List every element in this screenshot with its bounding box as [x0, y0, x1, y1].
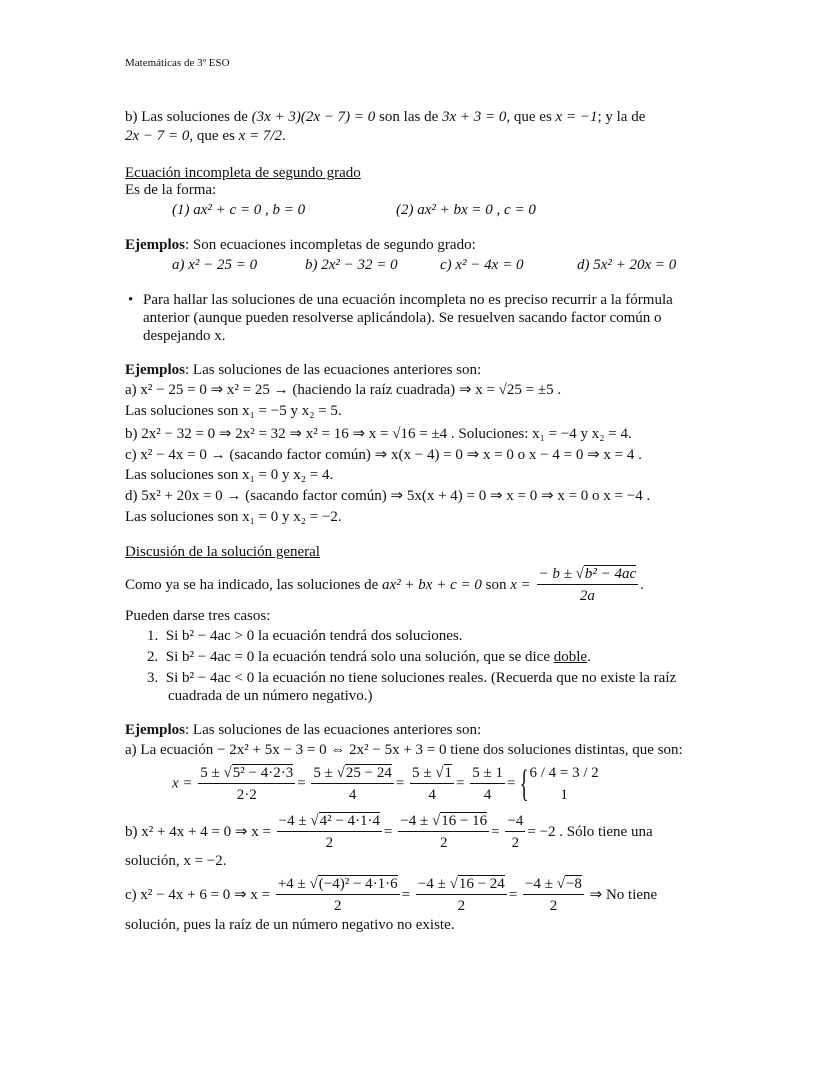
example-a: a) x² − 25 = 0: [172, 257, 258, 273]
fraction: $\frac{5 \pm √25 - 24}{4}$: [313, 764, 392, 803]
text: doble: [553, 649, 588, 665]
solution-line: Las soluciones son x₁ = 0 y x₂ = 4.: [125, 467, 334, 483]
section-title-discussion: Discusión de la solución general: [125, 544, 320, 560]
denominator: 4: [348, 786, 357, 803]
denominator: 2: [457, 898, 466, 914]
equals: =: [456, 775, 465, 792]
fraction: $\frac{\text{+4 ± √(−4)² − 4·1·6}}{2}$: [277, 876, 398, 914]
math: b) x² + 4x + 4 = 0 ⇒ x =: [125, 823, 271, 840]
text: , que es: [189, 128, 239, 144]
text: son: [481, 576, 511, 593]
math: x =: [172, 775, 193, 792]
text: : Son ecuaciones incompletas de segundo grado:: [185, 237, 476, 253]
bullet-line: Para hallar las soluciones de una ecuación incompleta no es preciso recurrir a la fórmula: [143, 292, 673, 308]
equals: =: [297, 775, 306, 792]
text: .: [640, 576, 644, 593]
fraction: $\frac{-4 \pm √-8}{2}$: [525, 876, 582, 914]
text: .: [587, 649, 591, 665]
text: Como ya se ha indicado, las soluciones de: [125, 576, 383, 593]
math: x =: [510, 576, 531, 593]
fraction: $\frac{\text{5 ± √5² − 4·2·3}}{2\cdot 2}$: [200, 764, 294, 803]
radicand: 4² − 4·1·4: [319, 813, 381, 829]
label: Ejemplos: [125, 237, 185, 253]
solutions-heading-2: [125, 721, 481, 739]
math: x = 7/2: [238, 128, 283, 144]
equals: =: [401, 886, 411, 903]
form-1: (1) ax² + c = 0 , b = 0: [172, 202, 306, 218]
solution-line: c) x² − 4x = 0 → (sacando factor común) ⇒ x(x − 4) = 0 ⇒ x = 0 o x − 4 = 0 ⇒ x = 4 .: [125, 447, 642, 463]
denominator: 2: [325, 835, 334, 851]
text: : Las soluciones de las ecuaciones anteriores son:: [185, 722, 482, 738]
quadratic-formula: $\frac{\text{− b ± √b² − 4ac}}{2a}$: [538, 566, 637, 604]
text: b) Las soluciones de: [125, 109, 252, 125]
example-b: b) 2x² − 32 = 0: [305, 257, 398, 273]
denominator: 4: [428, 786, 436, 803]
section-title-incomplete: Ecuación incompleta de segundo grado: [125, 165, 361, 181]
examples-heading: [125, 236, 476, 254]
text: Si b² − 4ac < 0 la ecuación no tiene soluciones reales. (Recuerda que no existe la raíz: [165, 670, 677, 686]
general-formula-line: [125, 565, 644, 606]
equals: =: [395, 775, 405, 792]
numerator: 5 ± 1: [470, 764, 505, 784]
text: Si b² − 4ac > 0 la ecuación tendrá dos soluciones.: [165, 628, 463, 644]
fraction: $\frac{-4 \pm √16 - 16}{2}$: [400, 813, 488, 851]
numerator: 5 ±: [313, 764, 337, 781]
example-c-line-2: solución, pues la raíz de un número negativo no existe.: [125, 917, 455, 933]
math: x = −1: [555, 109, 598, 125]
radicand: 5² − 4·2·3: [232, 764, 294, 781]
text: : Las soluciones de las ecuaciones anteriores son:: [185, 362, 482, 378]
case-3: [147, 669, 676, 687]
solution-line: b) 2x² − 32 = 0 ⇒ 2x² = 32 ⇒ x² = 16 ⇒ x = √16 = ±4 . Soluciones: x₁ = −4 y x₂ = 4.: [125, 426, 632, 442]
case: 1: [560, 787, 568, 803]
page-header: Matemáticas de 3º ESO: [125, 57, 230, 69]
case-1: [147, 627, 463, 645]
solutions-heading: [125, 361, 481, 379]
case-3-cont: cuadrada de un número negativo.): [168, 688, 373, 704]
solution-line: Las soluciones son x₁ = 0 y x₂ = −2.: [125, 509, 342, 525]
example-b-formula: [125, 812, 653, 853]
text: .: [282, 128, 286, 144]
text: ; y la de: [597, 109, 646, 125]
denominator: 2: [511, 835, 520, 851]
example-c: c) x² − 4x = 0: [440, 257, 524, 273]
radicand: 25 − 24: [345, 764, 392, 781]
example-a-line: a) La ecuación − 2x² + 5x − 3 = 0 ⇔ 2x² − 5x + 3 = 0 tiene dos soluciones distintas, que son:: [125, 742, 683, 758]
math: (3x + 3)(2x − 7) = 0: [251, 109, 376, 125]
radicand: b² − 4ac: [584, 566, 637, 582]
denominator: 2: [549, 898, 558, 914]
intro-line-1: [125, 108, 645, 126]
cases-intro: Pueden darse tres casos:: [125, 608, 271, 624]
solution-line: a) x² − 25 = 0 ⇒ x² = 25 → (haciendo la raíz cuadrada) ⇒ x = √25 = ±5 .: [125, 382, 562, 398]
fraction: $\frac{-4 \pm √16 - 24}{2}$: [417, 876, 505, 914]
numerator: +4 ±: [277, 876, 310, 892]
denominator: 2a: [579, 588, 595, 604]
intro-line-2: [125, 127, 286, 145]
cases: [529, 762, 598, 806]
radicand: (−4)² − 4·1·6: [318, 876, 398, 892]
example-c-formula: [125, 875, 657, 916]
denominator: 2: [333, 898, 342, 914]
text: son las de: [375, 109, 442, 125]
bullet-line: despejando x.: [143, 328, 226, 344]
form-label: Es de la forma:: [125, 182, 217, 198]
equals: =: [507, 775, 516, 792]
numerator: −4 ±: [525, 876, 557, 892]
fraction: $\frac{\text{−4 ± √4² − 4·1·4}}{2}$: [278, 813, 381, 851]
number: 1.: [147, 628, 159, 644]
text: = −2 . Sólo tiene una: [527, 823, 653, 840]
form-2: (2) ax² + bx = 0 , c = 0: [396, 202, 536, 218]
solution-line: Las soluciones son x₁ = −5 y x₂ = 5.: [125, 403, 342, 419]
numerator: 5 ±: [200, 764, 224, 781]
case: 6 / 4 = 3 / 2: [529, 765, 599, 781]
bullet-line: anterior (aunque pueden resolverse aplicándola). Se resuelven sacando factor común o: [143, 310, 662, 326]
equals: =: [508, 886, 518, 903]
example-d: d) 5x² + 20x = 0: [577, 257, 677, 273]
radicand: 1: [444, 764, 453, 781]
denominator: 4: [483, 786, 492, 803]
example-a-formula: [172, 762, 599, 806]
numerator: −4 ±: [417, 876, 450, 892]
brace: {: [519, 763, 529, 805]
denominator: 2·2: [236, 786, 257, 803]
radicand: −8: [565, 876, 582, 892]
equals: =: [491, 823, 500, 840]
radicand: 16 − 16: [441, 813, 488, 829]
math: ax² + bx + c = 0: [382, 576, 482, 593]
bullet-icon: •: [128, 292, 134, 308]
math: 2x − 7 = 0: [125, 128, 190, 144]
fraction: [505, 812, 525, 853]
radicand: 16 − 24: [458, 876, 505, 892]
case-2: [147, 648, 591, 666]
numerator: −4 ±: [400, 813, 432, 829]
text: Si b² − 4ac = 0 la ecuación tendrá solo una solución, que se dice: [165, 649, 554, 665]
text: , que es: [506, 109, 556, 125]
number: 2.: [147, 649, 159, 665]
fraction: $\frac{5 \pm √1}{4}$: [412, 764, 453, 803]
math: 3x + 3 = 0: [441, 109, 507, 125]
denominator: 2: [439, 835, 448, 851]
numerator: −4: [505, 812, 525, 832]
numerator: − b ±: [538, 566, 576, 582]
solution-line: d) 5x² + 20x = 0 → (sacando factor común) ⇒ 5x(x + 4) = 0 ⇒ x = 0 ⇒ x = 0 o x = −4 .: [125, 488, 651, 504]
label: Ejemplos: [125, 362, 185, 378]
example-b-line-2: solución, x = −2.: [125, 853, 227, 869]
numerator: −4 ±: [278, 813, 311, 829]
number: 3.: [147, 670, 159, 686]
math: c) x² − 4x + 6 = 0 ⇒ x =: [125, 886, 271, 903]
text: ⇒ No tiene: [585, 886, 658, 903]
label: Ejemplos: [125, 722, 185, 738]
numerator: 5 ±: [412, 764, 436, 781]
equals: =: [384, 823, 393, 840]
fraction: [470, 764, 505, 805]
